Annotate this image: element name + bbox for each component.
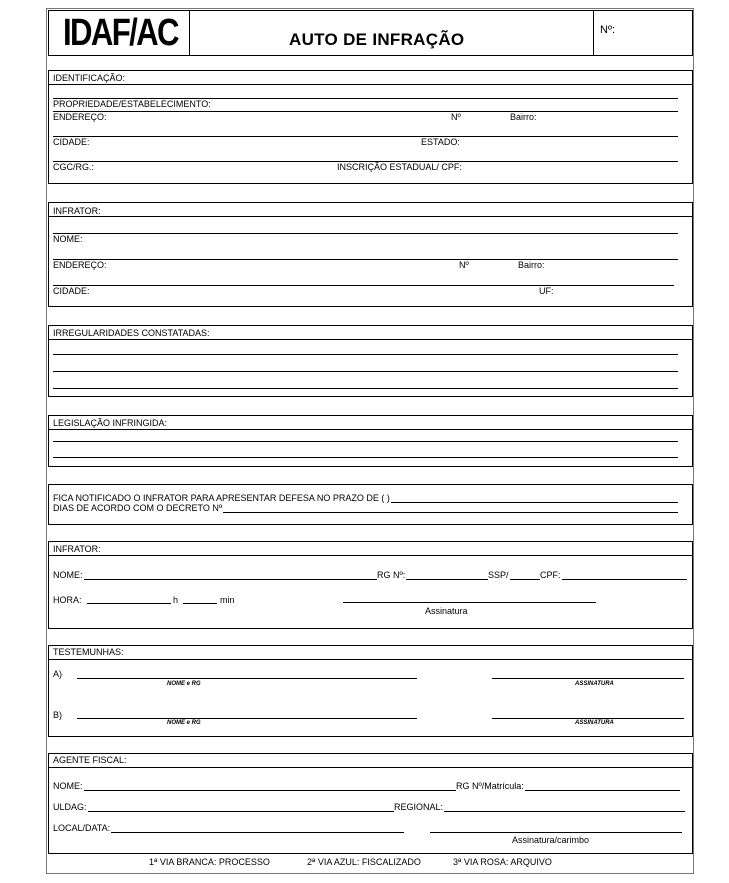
assinatura-caption: ASSINATURA bbox=[575, 681, 614, 687]
cidade-label: CIDADE: bbox=[53, 286, 90, 296]
uf-label: UF: bbox=[539, 286, 554, 296]
section-title: IRREGULARIDADES CONSTATADAS: bbox=[53, 328, 210, 338]
rg-label: RG Nº: bbox=[377, 570, 406, 580]
hora-label: HORA: bbox=[53, 595, 82, 605]
form-header bbox=[48, 10, 693, 56]
assinatura-carimbo-label: Assinatura/carimbo bbox=[512, 835, 590, 845]
bairro-label: Bairro: bbox=[510, 112, 537, 122]
notificacao-line1: FICA NOTIFICADO O INFRATOR PARA APRESENTAR DEFESA NO PRAZO DE ( ) bbox=[53, 493, 390, 503]
section-notificacao bbox=[48, 484, 693, 525]
cidade-label: CIDADE: bbox=[53, 137, 90, 147]
section-irregularidades bbox=[48, 325, 693, 397]
inscricao-label: INSCRIÇÃO ESTADUAL/ CPF: bbox=[337, 162, 462, 172]
nome-field[interactable] bbox=[53, 790, 680, 791]
testemunha-a-assinatura-field[interactable] bbox=[492, 678, 684, 679]
endereco-label: ENDEREÇO: bbox=[53, 112, 107, 122]
nome-label: NOME: bbox=[53, 781, 83, 791]
nome-rg-caption: NOME e RG bbox=[167, 681, 201, 687]
assinatura-caption: ASSINATURA bbox=[575, 720, 614, 726]
nome-label: NOME: bbox=[53, 234, 83, 244]
numero-label: Nº bbox=[459, 260, 469, 270]
cgc-label: CGC/RG.: bbox=[53, 162, 95, 172]
rg-matricula-label: RG Nº/Matrícula: bbox=[456, 781, 524, 791]
regional-label: REGIONAL: bbox=[394, 802, 444, 812]
nome-rg-caption: NOME e RG bbox=[167, 720, 201, 726]
hora-field[interactable] bbox=[87, 603, 171, 604]
local-data-label: LOCAL/DATA: bbox=[53, 823, 111, 833]
minuto-field[interactable] bbox=[183, 603, 217, 604]
assinatura-field[interactable] bbox=[343, 602, 596, 603]
section-identificacao bbox=[48, 70, 693, 184]
uldag-field[interactable] bbox=[53, 811, 685, 812]
bairro-label: Bairro: bbox=[518, 260, 545, 270]
logo: IDAF/AC bbox=[63, 12, 178, 54]
testemunha-a-label: A) bbox=[53, 669, 62, 679]
assinatura-carimbo-field[interactable] bbox=[430, 832, 682, 833]
nome-field[interactable] bbox=[53, 233, 678, 234]
endereco-field[interactable] bbox=[53, 111, 678, 112]
section-title: IDENTIFICAÇÃO: bbox=[53, 73, 126, 83]
section-infrator-assinatura bbox=[48, 541, 693, 629]
testemunha-b-nome-field[interactable] bbox=[77, 718, 417, 719]
cidade-field[interactable] bbox=[53, 285, 674, 286]
section-title: AGENTE FISCAL: bbox=[53, 755, 127, 765]
numero-label: Nº bbox=[451, 112, 461, 122]
section-title: INFRATOR: bbox=[53, 544, 101, 554]
footer-via3: 3ª VIA ROSA: ARQUIVO bbox=[453, 857, 552, 867]
section-title: LEGISLAÇÃO INFRINGIDA: bbox=[53, 418, 168, 428]
section-title: INFRATOR: bbox=[53, 206, 101, 216]
ssp-label: SSP/ bbox=[488, 570, 509, 580]
legislacao-line-1[interactable] bbox=[53, 441, 678, 442]
section-testemunhas bbox=[48, 645, 693, 737]
footer-via1: 1ª VIA BRANCA: PROCESSO bbox=[149, 857, 270, 867]
header-divider-right bbox=[593, 11, 594, 55]
testemunha-a-nome-field[interactable] bbox=[77, 678, 417, 679]
notificacao-line2: DIAS DE ACORDO COM O DECRETO Nº bbox=[53, 503, 223, 513]
irregularidades-line-3[interactable] bbox=[53, 388, 678, 389]
section-title: TESTEMUNHAS: bbox=[53, 647, 124, 657]
propriedade-label: PROPRIEDADE/ESTABELECIMENTO: bbox=[53, 99, 211, 109]
hora-min: min bbox=[220, 595, 235, 605]
testemunha-b-label: B) bbox=[53, 710, 62, 720]
cidade-field[interactable] bbox=[53, 136, 678, 137]
irregularidades-line-1[interactable] bbox=[53, 354, 678, 355]
estado-label: ESTADO: bbox=[421, 137, 460, 147]
endereco-label: ENDEREÇO: bbox=[53, 260, 107, 270]
irregularidades-line-2[interactable] bbox=[53, 371, 678, 372]
section-infrator bbox=[48, 202, 693, 307]
footer-via2: 2ª VIA AZUL: FISCALIZADO bbox=[307, 857, 421, 867]
testemunha-b-assinatura-field[interactable] bbox=[492, 718, 684, 719]
hora-h: h bbox=[173, 595, 179, 605]
uldag-label: ULDAG: bbox=[53, 802, 87, 812]
page-title: AUTO DE INFRAÇÃO bbox=[289, 30, 465, 49]
endereco-field[interactable] bbox=[53, 259, 678, 260]
section-legislacao bbox=[48, 415, 693, 467]
cpf-label: CPF: bbox=[540, 570, 561, 580]
nome-field[interactable] bbox=[53, 579, 687, 580]
nome-label: NOME: bbox=[53, 570, 83, 580]
numero-label: Nº: bbox=[600, 24, 616, 36]
legislacao-line-2[interactable] bbox=[53, 457, 678, 458]
section-agente-fiscal bbox=[48, 753, 693, 854]
header-divider-left bbox=[189, 11, 190, 55]
assinatura-label: Assinatura bbox=[425, 606, 468, 616]
